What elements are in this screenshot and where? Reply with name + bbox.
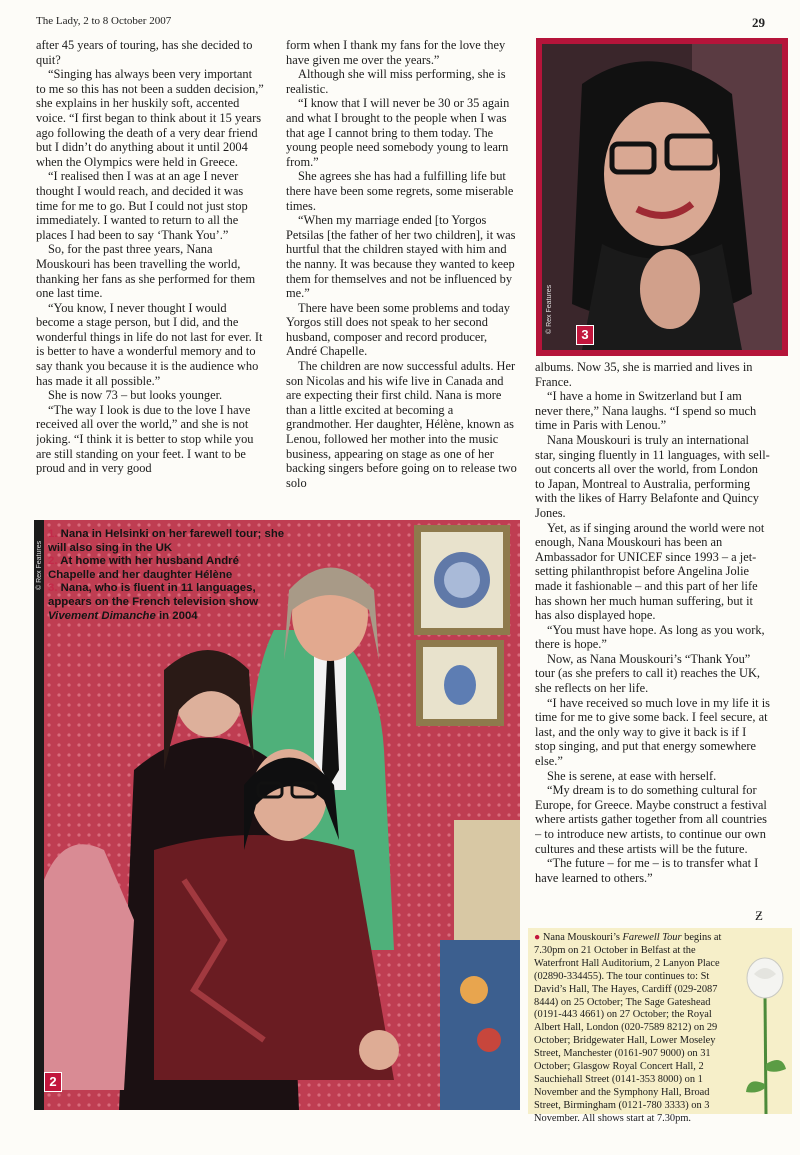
paragraph: The children are now successful adults. Her son Nicolas and his wife live in Canada and are expecting their first child. Nana is more than a little excited at becoming a grandmother. Her daughter, Hélène, known as Lenou, followed her mother into the music business, appearing on stage as one of her backing singers before going on to release two solo [286, 359, 517, 490]
paragraph: “My dream is to do something cultural for Europe, for Greece. Maybe construct a festival where artists gather together from all countries – to introduce new artists, to continue our own cultures and these artists will be the future. [535, 783, 767, 856]
tour-body: begins at 7.30pm on 21 October in Belfast at the Waterfront Hall Auditorium, 2 Lanyon Place (02890-334455). The tour continues to: St David’s Hall, The Hayes, Cardiff (029-2087 8444) on 25 October; The Sage Gateshead (0191-443 4661) on 27 October; the Royal Albert Hall, London (020-7589 8212) on 29 October; Bridgewater Hall, Lower Moseley Street, Manchester (0161-907 9000) on 31 October; Glasgow Royal Concert Hall, 2 Sauchiehall Street (0141-353 8000) on 1 November and the Symphony Hall, Broad Street, Birmingham (0121-780 3333) on 3 November. All shows start at 7.30pm. [534, 932, 722, 1124]
caption-tail: in 2004 [155, 609, 198, 622]
paragraph: “I realised then I was at an age I never thought I would reach, and decided it was time for me to go. But I could not just stop immediately. I wanted to return to all the places I had been to say ‘Thank You’.” [36, 169, 248, 242]
paragraph: “I have a home in Switzerland but I am never there,” Nana laughs. “I spend so much time in Paris with Lenou.” [535, 389, 757, 433]
tour-lead: Nana Mouskouri’s [542, 932, 623, 943]
paragraph: “The future – for me – is to transfer what I have learned to others.” [535, 856, 759, 885]
caption-number: 1. [48, 528, 58, 540]
article-column-2 [286, 38, 520, 520]
article-column-3 [535, 360, 770, 920]
paragraph: “You know, I never thought I would become a stage person, but I did, and the wonderful things in life do not last for ever. It is better to have a wonderful memory and to say thank you because it is the audience who has made it all possible.” [36, 300, 263, 388]
paragraph: “When my marriage ended [to Yorgos Petsilas [the father of her two children], it was hurtful that the children stayed with him and the nanny. It was because they wanted to keep them for themselves and not be influenced by me.” [286, 213, 516, 301]
article-column-1 [36, 38, 264, 520]
end-mark: Ƶ [755, 908, 763, 923]
paragraph: Now, as Nana Mouskouri’s “Thank You” tour (as she prefers to call it) reaches the UK, she reflects on her life. [535, 651, 761, 696]
caption-number: 3. [48, 582, 58, 595]
caption-text: Nana, who is fluent in 11 languages, appears on the French television show [48, 582, 259, 608]
paragraph: Yet, as if singing around the world were not enough, Nana Mouskouri has been an Ambassador for UNICEF since 1993 – a jet-setting philanthropist before Angelina Jolie made it fashionable – and this part of her life has shown her much human suffering, but it has also displayed hope. [535, 520, 765, 623]
caption-3 [48, 582, 288, 623]
paragraph: Nana Mouskouri is truly an international star, singing fluently in 11 languages, with sell-out concerts all over the world, from London to Japan, Montreal to Australia, performing with the likes of Harry Belafonte and Quincy Jones. [535, 432, 770, 520]
bullet: ● [534, 932, 541, 943]
caption-text: At home with her husband André Chapelle and her daughter Hélène [48, 555, 239, 581]
running-header: The Lady, 2 to 8 October 2007 [36, 15, 172, 27]
portrait-illustration [542, 44, 782, 350]
paragraph: She is serene, at ease with herself. [547, 768, 717, 783]
paragraph: She agrees she has had a fulfilling life but there have been some regrets, some miserable times. [286, 169, 514, 213]
paragraph: “I know that I will never be 30 or 35 again and what I brought to the people when I was that age I cannot bring to them today. The young people need somebody young to learn from.” [286, 96, 510, 169]
paragraph: So, for the past three years, Nana Mouskouri has been travelling the world, thanking her fans as she performed for them one last time. [36, 242, 256, 301]
photo-credit: © Rex Features [546, 284, 553, 334]
caption-text: Nana in Helsinki on her farewell tour; she will also sing in the UK [48, 528, 285, 554]
paragraph: “The way I look is due to the love I have received all over the world,” and she is not joking. “I think it is better to stop while you are still standing on your feet. I want to be proud and in very good [36, 402, 254, 476]
photo-captions [48, 528, 288, 623]
paragraph: form when I thank my fans for the love they have given me over the years.” [286, 38, 506, 67]
photo-nana-portrait [536, 38, 788, 356]
caption-number: 2. [48, 555, 58, 568]
paragraph: She is now 73 – but looks younger. [48, 388, 223, 403]
paragraph: Although she will miss performing, she is realistic. [286, 67, 506, 96]
paragraph: “Singing has always been very important to me so this has not been a sudden decision,” she explains in her huskily soft, accented voice. “I first began to think about it 15 years ago following the death of a very dear friend but I didn’t do anything about it until 2004 when the Olympics were held in Greece. [36, 67, 264, 169]
page-number: 29 [752, 15, 765, 30]
photo-credit: © Rex Features [36, 540, 43, 590]
paragraph: “I have received so much love in my life it is time for me to give some back. I feel secure, at last, and the only way to give it back is if I stop singing, and put that energy somewhere else.” [535, 695, 770, 769]
paragraph: after 45 years of touring, has she decided to quit? [36, 38, 253, 67]
caption-show-title: Vivement Dimanche [48, 609, 156, 622]
caption-1 [48, 528, 288, 555]
photo-number-badge: 3 [576, 325, 594, 345]
photo-number-badge: 2 [44, 1072, 62, 1092]
tour-title: Farewell Tour [622, 932, 682, 943]
tour-info-box [528, 928, 792, 1124]
paragraph: There have been some problems and today Yorgos still does not speak to her second husband, composer and record producer, André Chapelle. [286, 300, 510, 359]
paragraph: albums. Now 35, she is married and lives in France. [535, 360, 753, 389]
paragraph: “You must have hope. As long as you work, there is hope.” [535, 622, 765, 652]
caption-2 [48, 555, 288, 582]
tour-info-text [534, 932, 734, 1126]
rose-illustration [742, 954, 788, 1114]
photo-family [34, 520, 520, 1110]
